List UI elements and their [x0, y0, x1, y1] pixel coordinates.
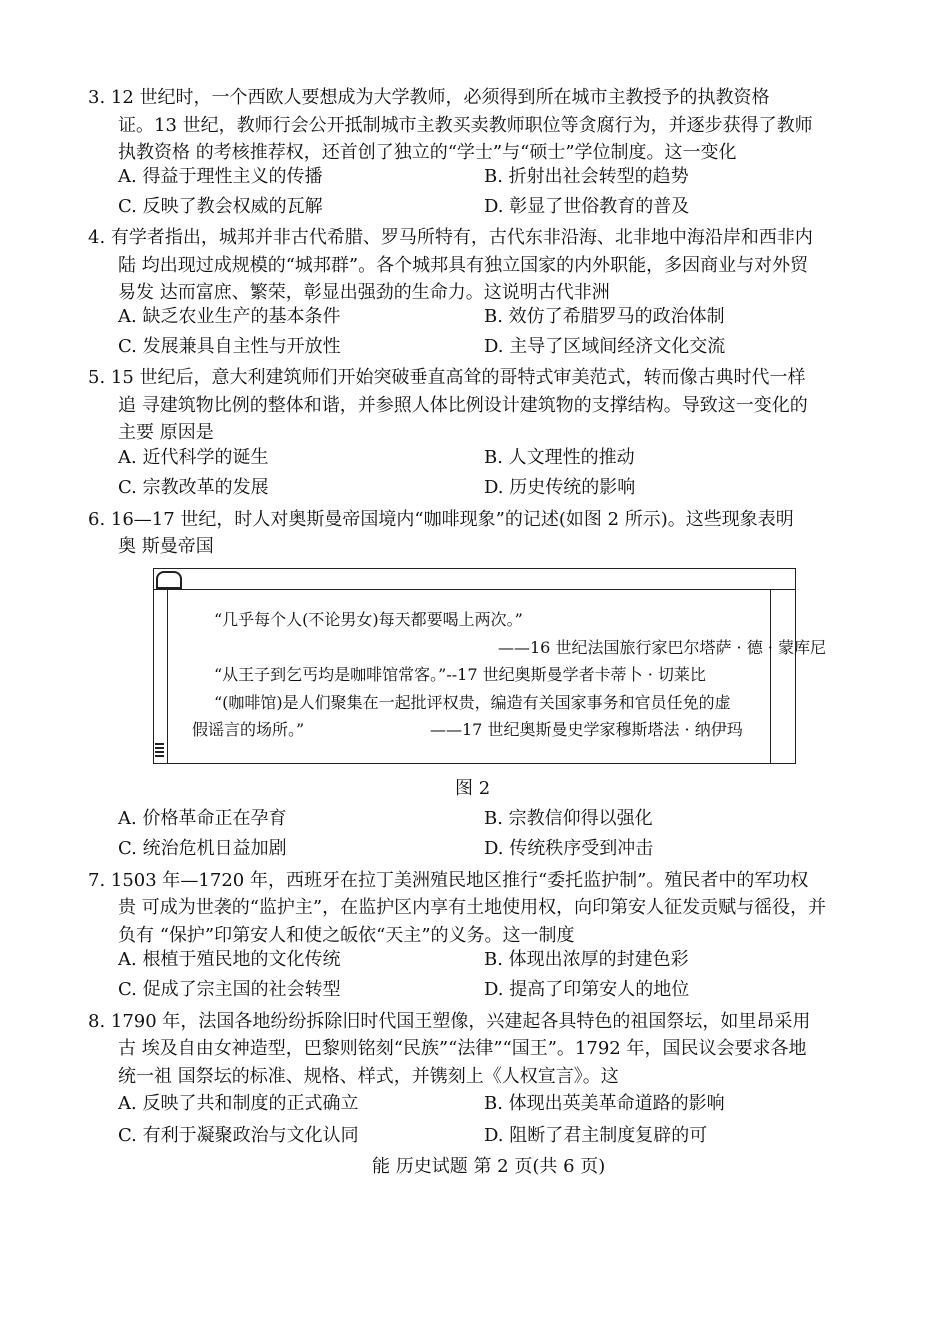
q8-option-b: B. 体现出英美革命道路的影响: [484, 1093, 725, 1114]
q7-option-a: A. 根植于殖民地的文化传统: [118, 949, 341, 970]
scroll-curl-bottom-icon: [155, 741, 164, 757]
q6-option-d: D. 传统秩序受到冲击: [484, 838, 654, 859]
q7-stem-line2: 贵 可成为世袭的“监护主”，在监护区内享有土地使用权，向印第安人征发贡赋与徭役，并: [118, 897, 827, 918]
q8-option-d: D. 阻断了君主制度复辟的可: [484, 1125, 708, 1146]
q6-stem-line1: 6. 16—17 世纪，时人对奥斯曼帝国境内“咖啡现象”的记述(如图 2 所示)。这些现象表明: [88, 509, 794, 530]
fig-source-1: ——16 世纪法国旅行家巴尔塔萨 · 德 · 蒙库尼: [498, 638, 826, 657]
q8-stem-line1: 8. 1790 年，法国各地纷纷拆除旧时代国王塑像，兴建起各具特色的祖国祭坛，如里昂采用: [88, 1011, 811, 1032]
figure-2-scroll: [153, 568, 826, 764]
q4-option-d: D. 主导了区域间经济文化交流: [484, 336, 726, 357]
fig-quote-3-line2: 假谣言的场所。”: [192, 720, 305, 739]
q7-option-b: B. 体现出浓厚的封建色彩: [484, 949, 689, 970]
q4-stem-line1: 4. 有学者指出，城邦并非古代希腊、罗马所特有，古代东非沿海、北非地中海沿岸和西非内: [88, 227, 813, 248]
q3-option-a: A. 得益于理性主义的传播: [118, 166, 323, 187]
page-footer: 能 历史试题 第 2 页(共 6 页): [372, 1156, 606, 1177]
fig-quote-2: “从王子到乞丐均是咖啡馆常客。”--17 世纪奥斯曼学者卡蒂卜 · 切莱比: [214, 665, 706, 684]
q6-option-c: C. 统治危机日益加剧: [118, 838, 287, 859]
q3-option-d: D. 彰显了世俗教育的普及: [484, 196, 690, 217]
q6-option-b: B. 宗教信仰得以强化: [484, 808, 653, 829]
q4-option-a: A. 缺乏农业生产的基本条件: [118, 306, 341, 327]
scroll-curl-top-icon: [156, 571, 182, 590]
q8-option-a: A. 反映了共和制度的正式确立: [118, 1093, 359, 1114]
q7-option-d: D. 提高了印第安人的地位: [484, 979, 690, 1000]
figure-caption: 图 2: [455, 778, 491, 799]
q5-option-a: A. 近代科学的诞生: [118, 447, 269, 468]
q4-stem-line2: 陆 均出现过成规模的“城邦群”。各个城邦具有独立国家的内外职能，多因商业与对外贸: [118, 255, 809, 276]
q4-option-b: B. 效仿了希腊罗马的政治体制: [484, 306, 725, 327]
q8-option-c: C. 有利于凝聚政治与文化认同: [118, 1125, 359, 1146]
q5-option-c: C. 宗教改革的发展: [118, 477, 269, 498]
q6-option-a: A. 价格革命正在孕育: [118, 808, 287, 829]
q8-stem-line2: 古 埃及自由女神造型，巴黎则铭刻“民族”“法律”“国王”。1792 年，国民议会要求各地: [118, 1038, 807, 1059]
q4-stem-line3: 易发 达而富庶、繁荣，彰显出强劲的生命力。这说明古代非洲: [118, 282, 610, 303]
q7-option-c: C. 促成了宗主国的社会转型: [118, 979, 341, 1000]
fig-source-3: ——17 世纪奥斯曼史学家穆斯塔法 · 纳伊玛: [430, 720, 743, 739]
q5-option-d: D. 历史传统的影响: [484, 477, 636, 498]
q7-stem-line1: 7. 1503 年—1720 年，西班牙在拉丁美洲殖民地区推行“委托监护制”。殖民者中的军功权: [88, 870, 809, 891]
fig-quote-1: “几乎每个人(不论男女)每天都要喝上两次。”: [214, 610, 523, 629]
q6-stem-line2: 奥 斯曼帝国: [118, 536, 214, 557]
q5-stem-line2: 追 寻建筑物比例的整体和谐，并参照人体比例设计建筑物的支撑结构。导致这一变化的: [118, 395, 808, 416]
q8-stem-line3: 统一祖 国祭坛的标准、规格、样式，并镌刻上《人权宣言》。这: [118, 1066, 619, 1087]
fig-quote-3-line1: “(咖啡馆)是人们聚集在一起批评权贵，编造有关国家事务和官员任免的虚: [214, 693, 731, 712]
q4-option-c: C. 发展兼具自主性与开放性: [118, 336, 341, 357]
q7-stem-line3: 负有 “保护”印第安人和使之皈依“天主”的义务。这一制度: [118, 925, 575, 946]
q5-option-b: B. 人文理性的推动: [484, 447, 635, 468]
q3-option-c: C. 反映了教会权威的瓦解: [118, 196, 323, 217]
q3-stem-line3: 执教资格 的考核推荐权，还首创了独立的“学士”与“硕士”学位制度。这一变化: [118, 142, 737, 163]
q3-stem-line2: 证。13 世纪，教师行会公开抵制城市主教买卖教师职位等贪腐行为，并逐步获得了教师: [118, 115, 813, 136]
q5-stem-line3: 主要 原因是: [118, 422, 214, 443]
q5-stem-line1: 5. 15 世纪后，意大利建筑师们开始突破垂直高耸的哥特式审美范式，转而像古典时代一样: [88, 367, 806, 388]
q3-stem-line1: 3. 12 世纪时，一个西欧人要想成为大学教师，必须得到所在城市主教授予的执教资格: [88, 87, 770, 108]
q3-option-b: B. 折射出社会转型的趋势: [484, 166, 689, 187]
